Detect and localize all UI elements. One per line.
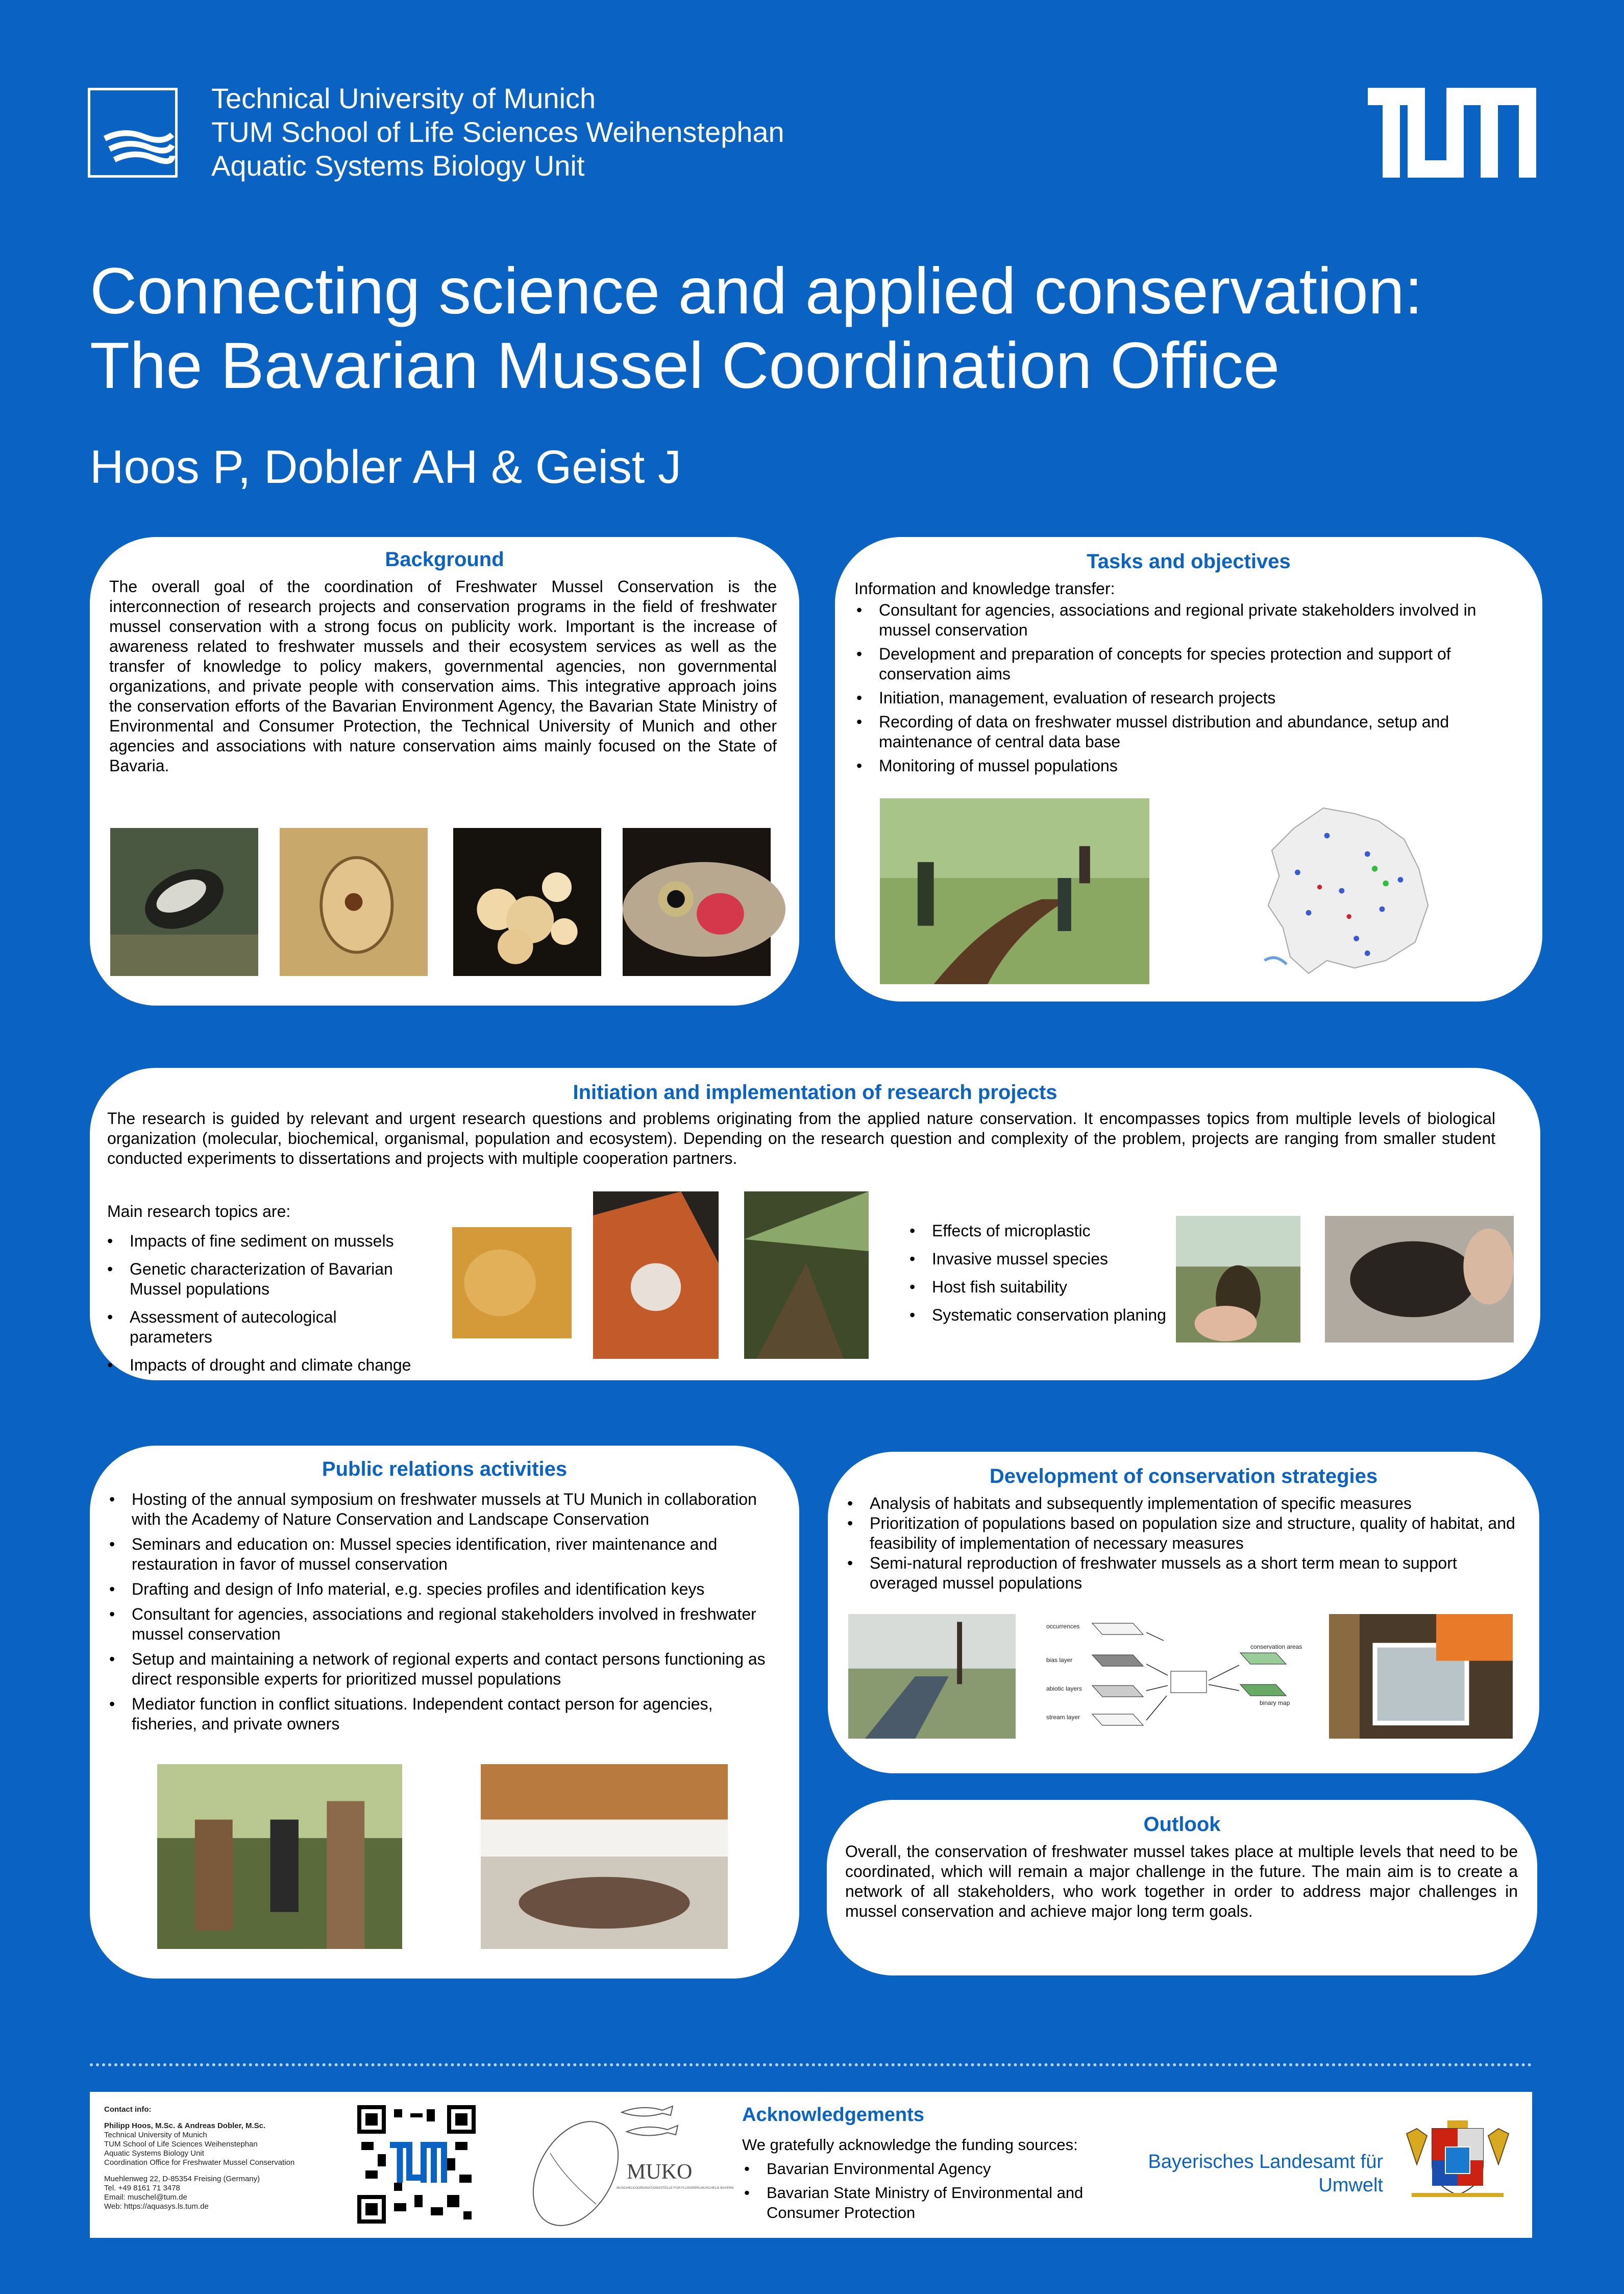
institution-line: Aquatic Systems Biology Unit [211, 150, 585, 182]
list-item: • Effects of microplastic [907, 1221, 1193, 1241]
muko-subtext: MUSCHELKOORDINATIONSSTELLE FÜR FLUSSPERLMUSCHELN BAYERN [617, 2186, 734, 2190]
institution-line: TUM School of Life Sciences Weihenstephan [211, 116, 784, 148]
ack-list [742, 2159, 1120, 2223]
tasks-intro: Information and knowledge transfer: [854, 579, 1115, 598]
list-item: • Drafting and design of Info material, e.g. species profiles and identification keys [107, 1579, 777, 1599]
list-item: • Semi-natural reproduction of freshwater mussels as a short term mean to support overaged mussel populations [845, 1553, 1517, 1593]
list-item: • Impacts of drought and climate change [105, 1355, 422, 1375]
conservation-panel [828, 1452, 1539, 1773]
diagram-label: occurrences [1046, 1623, 1080, 1630]
list-item: • Bavarian Environmental Agency [742, 2159, 1120, 2179]
panel-heading: Development of conservation strategies [989, 1465, 1378, 1487]
contact-line: Aquatic Systems Biology Unit [104, 2149, 204, 2158]
background-text: The overall goal of the coordination of Freshwater Mussel Conservation is the interconnection of research projects and conservation programs in the field of freshwater mussel conservation with a strong focus on publicity work. Important is the increase of awareness related to freshwater mussels and their ecosystem services as well as the transfer of knowledge to policy makers, governmental agencies, non governmental organizations, and private people with conservation aims. This integrative approach joins the conservation efforts of the Bavarian Environment Agency, the Bavarian State Ministry of Environmental and Consumer Protection, the Technical University of Munich and other agencies and associations with nature conservation aims mainly focused on the State of Bavaria. [109, 577, 777, 775]
panel-heading: Outlook [1143, 1813, 1221, 1836]
acknowledgements-heading: Acknowledgements [742, 2104, 924, 2126]
list-item: • Prioritization of populations based on population size and structure, quality of habitat, and feasibility of implementation of necessary measures [845, 1514, 1517, 1553]
mussel-rearing-photo [1329, 1614, 1513, 1739]
fish-photo [623, 828, 771, 976]
outlook-panel [827, 1800, 1537, 1975]
background-panel [90, 537, 799, 1006]
list-item: • Mediator function in conflict situations. Independent contact person for agencies, fisheries, and private owners [107, 1694, 777, 1734]
bavarian-coat-of-arms [1396, 2118, 1519, 2199]
institution-line: Technical University of Munich [211, 82, 596, 114]
tasks-list [854, 600, 1523, 776]
public-relations-list [107, 1490, 777, 1734]
lfu-name: Bayerisches Landesamt für Umwelt [1148, 2151, 1383, 2196]
authors: Hoos P, Dobler AH & Geist J [90, 441, 682, 493]
list-item: • Invasive mussel species [907, 1249, 1193, 1269]
mussel-photo [110, 828, 258, 976]
topics-left-list [105, 1231, 422, 1375]
list-item: • Initiation, management, evaluation of research projects [854, 688, 1523, 708]
bavaria-distribution-map [1253, 796, 1437, 985]
tum-logo [1368, 88, 1536, 178]
list-item: • Consultant for agencies, associations and regional private stakeholders involved in mussel conservation [854, 600, 1523, 640]
contact-names: Philipp Hoos, M.Sc. & Andreas Dobler, M.Sc. [104, 2121, 266, 2130]
qr-code[interactable] [357, 2105, 476, 2224]
maxent-diagram [1046, 1614, 1301, 1742]
ack-intro: We gratefully acknowledge the funding sources: [742, 2136, 1078, 2154]
list-item: • Bavarian State Ministry of Environmental and Consumer Protection [742, 2183, 1120, 2223]
list-item: • Hosting of the annual symposium on freshwater mussels at TU Munich in collaboration with the Academy of Nature Conservation and Landscape Conservation [107, 1490, 777, 1529]
fine-sediment-photo [452, 1227, 572, 1338]
lab-work-photo [593, 1191, 719, 1359]
public-relations-panel [90, 1446, 799, 1979]
contact-line: Technical University of Munich [104, 2131, 207, 2139]
list-item: • Consultant for agencies, associations and regional stakeholders involved in freshwater mussel conservation [107, 1604, 777, 1644]
muko-text: MUKO [627, 2160, 693, 2184]
list-item: • Host fish suitability [907, 1277, 1193, 1297]
list-item: • Analysis of habitats and subsequently implementation of specific measures [845, 1494, 1517, 1514]
acknowledgements-text [742, 2135, 1120, 2223]
diagram-label: binary map [1260, 1699, 1290, 1706]
research-panel [90, 1068, 1540, 1380]
panel-heading: Background [385, 548, 504, 571]
larvae-photo [453, 828, 601, 976]
conservation-list [845, 1494, 1517, 1593]
title-line: Connecting science and applied conservation: [90, 255, 1423, 328]
diagram-label: bias layer [1046, 1656, 1073, 1664]
web-line[interactable]: Web: https://aquasys.ls.tum.de [104, 2202, 209, 2211]
list-item: • Impacts of fine sediment on mussels [105, 1231, 422, 1251]
footer-divider [90, 2063, 1532, 2066]
address-line: Muehlenweg 22, D-85354 Freising (Germany) [104, 2175, 260, 2183]
muko-logo [525, 2097, 734, 2235]
list-item: • Recording of data on freshwater mussel distribution and abundance, setup and maintenance of central data base [854, 712, 1523, 752]
diagram-label: abiotic layers [1046, 1685, 1082, 1692]
contact-line: TUM School of Life Sciences Weihenstephan [104, 2140, 258, 2149]
tasks-panel [835, 537, 1542, 1002]
diagram-label: stream layer [1046, 1714, 1080, 1721]
diagram-label: conservation areas [1250, 1643, 1302, 1650]
title-line: The Bavarian Mussel Coordination Office [90, 329, 1280, 402]
research-text: The research is guided by relevant and urgent research questions and problems originating from the applied nature conservation. It encompasses topics from multiple levels of biological organization (molecular, biochemical, organismal, population and ecosystem). Depending on the research question and complexity of the problem, projects are ranging from smaller student conducted experiments to dissertations and projects with multiple cooperation partners. [107, 1109, 1495, 1167]
contact-info [104, 2105, 344, 2211]
list-item: • Genetic characterization of Bavarian Mussel populations [105, 1259, 422, 1299]
topics-label: Main research topics are: [107, 1202, 291, 1221]
list-item: • Monitoring of mussel populations [854, 756, 1523, 776]
list-item: • Seminars and education on: Mussel species identification, river maintenance and restauration in favor of mussel conservation [107, 1534, 777, 1574]
contact-line: Coordination Office for Freshwater Mussel Conservation [104, 2158, 295, 2167]
aquatic-systems-logo [88, 88, 178, 178]
list-item: • Setup and maintaining a network of regional experts and contact persons functioning as direct responsible experts for prioritized mussel populations [107, 1649, 777, 1689]
panel-heading: Public relations activities [322, 1458, 568, 1480]
list-item: • Development and preparation of concepts for species protection and support of conservation aims [854, 644, 1523, 684]
phone-line: Tel. +49 8161 71 3478 [104, 2184, 180, 2192]
panel-heading: Initiation and implementation of research projects [573, 1081, 1057, 1104]
invasive-mussel-photo [1176, 1216, 1300, 1343]
large-mussel-photo [1325, 1216, 1514, 1343]
glochidium-photo [280, 828, 428, 976]
topics-right-list [907, 1221, 1193, 1325]
drought-stream-photo [744, 1191, 869, 1359]
outlook-text: Overall, the conservation of freshwater mussel takes place at multiple levels that need to be coordinated, which will remain a major challenge in the future. The main aim is to create a network of all stakeholders, who work together in order to address major challenges in mussel conservation and achieve major long term goals. [845, 1842, 1518, 1920]
list-item: • Systematic conservation planing [907, 1305, 1193, 1325]
list-item: • Assessment of autecological parameters [105, 1307, 422, 1347]
field-excursion-photo [157, 1764, 402, 1949]
seminar-room-photo [481, 1764, 728, 1949]
contact-label: Contact info: [104, 2105, 152, 2114]
email-line[interactable]: Email: muschel@tum.de [104, 2193, 187, 2202]
field-survey-photo [880, 798, 1149, 984]
poster-title [90, 254, 1570, 403]
institution-block [211, 82, 784, 183]
river-landscape-photo [848, 1614, 1016, 1739]
panel-heading: Tasks and objectives [1087, 550, 1291, 573]
